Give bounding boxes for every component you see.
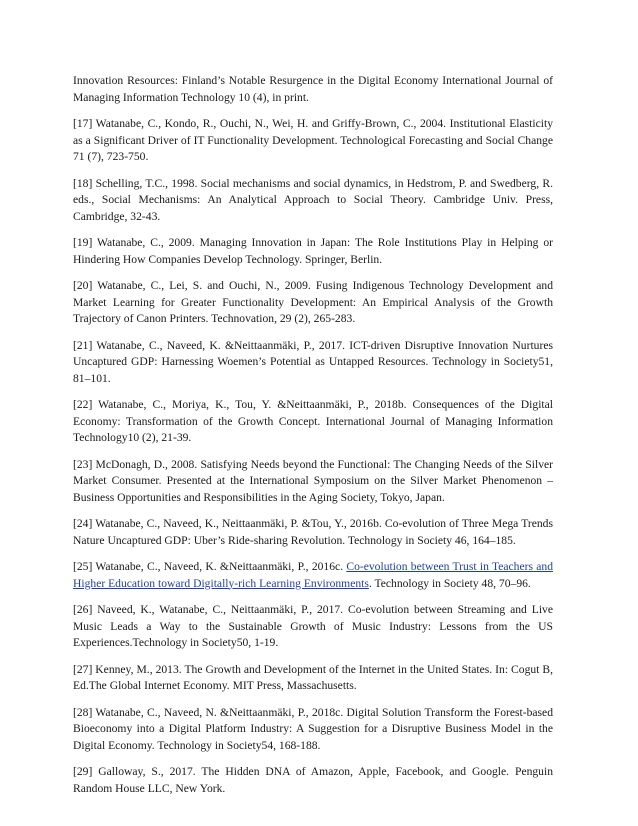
- reference-text: [21] Watanabe, C., Naveed, K. &Neittaanmäki, P., 2017. ICT-driven Disruptive Innovation Nurtures Uncaptured GDP: Harnessing Woemen’s Potential as Untapped Resources. Technology in Society51, 81–101.: [73, 338, 553, 385]
- reference-text: [22] Watanabe, C., Moriya, K., Tou, Y. &Neittaanmäki, P., 2018b. Consequences of the Digital Economy: Transformation of the Growth Concept. International Journal of Managing Information Technology10 (2), 21-39.: [73, 398, 553, 444]
- reference-entry: [73, 559, 553, 592]
- reference-entry: [73, 397, 553, 447]
- reference-entry: [73, 73, 553, 106]
- reference-entry: [73, 516, 553, 549]
- reference-text: [23] McDonagh, D., 2008. Satisfying Needs beyond the Functional: The Changing Needs of the Silver Market Consumer. Presented at the International Symposium on the Silver Market Phenomenon – Business Opportunities and Responsibilities in the Aging Society, Tokyo, Japan.: [73, 457, 553, 504]
- reference-text: [18] Schelling, T.C., 1998. Social mechanisms and social dynamics, in Hedstrom, P. and Swedberg, R. eds., Social Mechanisms: An Analytical Approach to Social Theory. Cambridge Univ. Press, Cambridge, 32-43.: [73, 176, 553, 223]
- reference-entry: [73, 662, 553, 695]
- reference-link[interactable]: Co-evolution between Trust in Teachers and Higher Education toward Digitally-rich Learning Environments: [73, 560, 553, 590]
- reference-text: [26] Naveed, K., Watanabe, C., Neittaanmäki, P., 2017. Co-evolution between Streaming and Live Music Leads a Way to the Sustainable Growth of Music Industry: Lessons from the US Experiences.Technology in Society50, 1-19.: [73, 603, 553, 649]
- reference-text: [25] Watanabe, C., Naveed, K. &Neittaanmäki, P., 2016c.: [73, 560, 347, 573]
- reference-text: [28] Watanabe, C., Naveed, N. &Neittaanmäki, P., 2018c. Digital Solution Transform the Forest-based Bioeconomy into a Digital Platform Industry: A Suggestion for a Disruptive Business Model in the Digital Economy. Technology in Society54, 168-188.: [73, 705, 553, 752]
- reference-text: [24] Watanabe, C., Naveed, K., Neittaanmäki, P. &Tou, Y., 2016b. Co-evolution of Three Mega Trends Nature Uncaptured GDP: Uber’s Ride-sharing Revolution. Technology in Society 46, 164–185.: [73, 517, 553, 547]
- reference-entry: [73, 176, 553, 226]
- reference-text: [19] Watanabe, C., 2009. Managing Innovation in Japan: The Role Institutions Play in Helping or Hindering How Companies Develop Technology. Springer, Berlin.: [73, 236, 553, 266]
- reference-entry: [73, 764, 553, 797]
- reference-list: [73, 73, 553, 807]
- reference-entry: [73, 457, 553, 507]
- reference-text: [29] Galloway, S., 2017. The Hidden DNA of Amazon, Apple, Facebook, and Google. Penguin Random House LLC, New York.: [73, 765, 553, 795]
- reference-text: [27] Kenney, M., 2013. The Growth and Development of the Internet in the United States. In: Cogut B, Ed.The Global Internet Economy. MIT Press, Massachusetts.: [73, 662, 553, 692]
- reference-entry: [73, 278, 553, 328]
- reference-entry: [73, 116, 553, 166]
- reference-entry: [73, 235, 553, 268]
- reference-text: [20] Watanabe, C., Lei, S. and Ouchi, N., 2009. Fusing Indigenous Technology Development and Market Learning for Greater Functionality Development: An Empirical Analysis of the Growth Trajectory of Canon Printers. Technovation, 29 (2), 265-283.: [73, 279, 553, 325]
- reference-text: Innovation Resources: Finland’s Notable Resurgence in the Digital Economy International Journal of Managing Information Technology 10 (4), in print.: [73, 74, 553, 104]
- reference-text: [17] Watanabe, C., Kondo, R., Ouchi, N., Wei, H. and Griffy-Brown, C., 2004. Institutional Elasticity as a Significant Driver of IT Functionality Development. Technological Forecasting and Social Change 71 (7), 723-750.: [73, 117, 553, 163]
- reference-entry: [73, 602, 553, 652]
- reference-text: . Technology in Society 48, 70–96.: [368, 576, 531, 590]
- reference-entry: [73, 338, 553, 388]
- reference-entry: [73, 705, 553, 755]
